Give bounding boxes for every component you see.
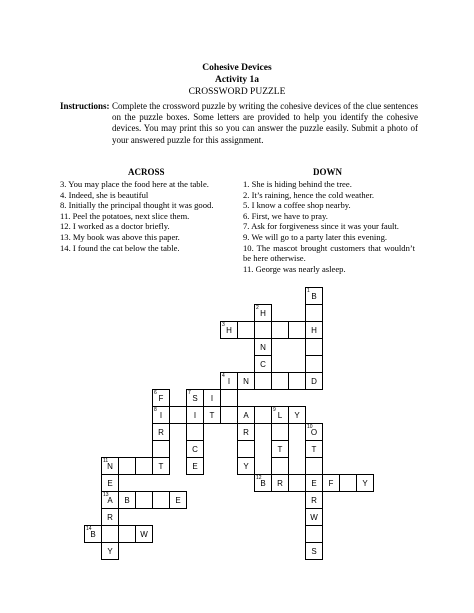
crossword-cell[interactable]	[288, 474, 306, 492]
crossword-cell[interactable]	[254, 474, 272, 492]
crossword-cell[interactable]	[203, 389, 221, 407]
given-letter: E	[311, 479, 317, 488]
given-letter: T	[311, 445, 317, 454]
crossword-cell[interactable]	[84, 525, 102, 543]
given-letter: S	[192, 394, 198, 403]
crossword-cell[interactable]	[254, 406, 272, 424]
given-letter: N	[260, 343, 266, 352]
given-letter: E	[175, 496, 181, 505]
clue-number: 6	[154, 390, 157, 396]
given-letter: O	[310, 428, 318, 437]
crossword-cell[interactable]	[118, 525, 136, 543]
crossword-cell[interactable]	[152, 491, 170, 509]
crossword-cell[interactable]	[305, 525, 323, 543]
crossword-cell[interactable]	[220, 372, 238, 390]
crossword-cell[interactable]	[271, 457, 289, 475]
crossword-cell[interactable]	[101, 508, 119, 526]
activity-label: Activity 1a	[214, 75, 260, 85]
crossword-cell[interactable]	[186, 457, 204, 475]
crossword-cell[interactable]	[101, 474, 119, 492]
crossword-cell[interactable]	[254, 304, 272, 322]
crossword-cell[interactable]	[237, 406, 255, 424]
clue-number: 2	[256, 305, 259, 311]
crossword-cell[interactable]	[186, 389, 204, 407]
given-letter: C	[192, 445, 198, 454]
crossword-cell[interactable]	[169, 491, 187, 509]
given-letter: I	[227, 377, 231, 386]
crossword-cell[interactable]	[220, 321, 238, 339]
clue-number: 1	[307, 288, 310, 294]
given-letter: W	[310, 513, 318, 522]
clue-number: 14	[86, 526, 92, 532]
down-clue: 2. It’s raining, hence the cold weather.	[243, 189, 375, 200]
crossword-cell[interactable]	[152, 406, 170, 424]
given-letter: H	[226, 326, 232, 335]
down-clue: 6. First, we have to pray.	[243, 210, 328, 221]
clue-number: 8	[154, 407, 157, 413]
crossword-cell[interactable]	[101, 491, 119, 509]
given-letter: B	[90, 530, 96, 539]
crossword-cell[interactable]	[305, 423, 323, 441]
given-letter: Y	[107, 547, 113, 556]
crossword-cell[interactable]	[254, 338, 272, 356]
down-clue: 9. We will go to a party later this evening.	[243, 231, 388, 242]
given-letter: T	[277, 445, 283, 454]
crossword-cell[interactable]	[101, 542, 119, 560]
across-clue: 13. My book was above this paper.	[60, 231, 180, 242]
crossword-cell[interactable]	[186, 406, 204, 424]
crossword-cell[interactable]	[356, 474, 374, 492]
given-letter: B	[260, 479, 266, 488]
crossword-cell[interactable]	[288, 321, 306, 339]
crossword-cell[interactable]	[305, 304, 323, 322]
crossword-cell[interactable]	[271, 406, 289, 424]
down-clue: 1. She is hiding behind the tree.	[243, 179, 352, 189]
crossword-cell[interactable]	[305, 457, 323, 475]
given-letter: N	[107, 462, 113, 471]
given-letter: R	[158, 428, 164, 437]
crossword-cell[interactable]	[305, 287, 323, 305]
crossword-cell[interactable]	[220, 389, 238, 407]
crossword-cell[interactable]	[305, 474, 323, 492]
given-letter: N	[243, 377, 249, 386]
crossword-cell[interactable]	[288, 406, 306, 424]
instructions-label: Instructions:	[60, 101, 110, 111]
crossword-cell[interactable]	[152, 457, 170, 475]
crossword-cell[interactable]	[237, 457, 255, 475]
across-clue: 4. Indeed, she is beautiful	[60, 189, 149, 200]
crossword-cell[interactable]	[339, 474, 357, 492]
given-letter: Y	[243, 462, 249, 471]
crossword-cell[interactable]	[305, 508, 323, 526]
crossword-cell[interactable]	[220, 406, 238, 424]
given-letter: E	[192, 462, 198, 471]
given-letter: Y	[362, 479, 368, 488]
crossword-cell[interactable]	[186, 440, 204, 458]
given-letter: C	[260, 360, 266, 369]
given-letter: I	[159, 411, 163, 420]
given-letter: H	[260, 309, 266, 318]
down-clue: 10. The mascot brought customers that wouldn’t be here otherwise.	[243, 242, 415, 264]
given-letter: B	[311, 292, 317, 301]
crossword-cell[interactable]	[305, 372, 323, 390]
crossword-cell[interactable]	[186, 423, 204, 441]
crossword-cell[interactable]	[305, 321, 323, 339]
clue-number: 3	[222, 322, 225, 328]
crossword-cell[interactable]	[152, 423, 170, 441]
crossword-cell[interactable]	[254, 321, 272, 339]
down-heading: DOWN	[313, 167, 342, 177]
clue-number: 9	[273, 407, 276, 413]
crossword-cell[interactable]	[135, 457, 153, 475]
given-letter: R	[311, 496, 317, 505]
given-letter: B	[124, 496, 130, 505]
given-letter: R	[277, 479, 283, 488]
crossword-cell[interactable]	[152, 389, 170, 407]
given-letter: F	[158, 394, 164, 403]
across-clue: 14. I found the cat below the table.	[60, 242, 180, 253]
crossword-cell[interactable]	[203, 406, 221, 424]
instructions-text: Complete the crossword puzzle by writing the cohesive devices of the clue sentences on the puzzle boxes. Some letters are provided to help you identify the cohesive devices. You may print this so you can answer the puzzle easily. Submit a photo of your answered puzzle for this assignment.	[112, 101, 418, 145]
given-letter: R	[107, 513, 113, 522]
clue-number: 11	[103, 458, 109, 464]
given-letter: Y	[294, 411, 300, 420]
given-letter: L	[277, 411, 283, 420]
clue-number: 10	[307, 424, 313, 430]
crossword-cell[interactable]	[254, 372, 272, 390]
given-letter: T	[209, 411, 215, 420]
clue-number: 12	[256, 475, 262, 481]
across-clue: 8. Initially the principal thought it was good.	[60, 200, 214, 211]
clue-number: 4	[222, 373, 225, 379]
given-letter: F	[328, 479, 334, 488]
crossword-cell[interactable]	[271, 372, 289, 390]
crossword-cell[interactable]	[237, 321, 255, 339]
crossword-cell[interactable]	[118, 457, 136, 475]
crossword-cell[interactable]	[305, 491, 323, 509]
crossword-cell[interactable]	[101, 525, 119, 543]
crossword-cell[interactable]	[135, 491, 153, 509]
crossword-cell[interactable]	[271, 321, 289, 339]
given-letter: I	[210, 394, 214, 403]
given-letter: A	[243, 411, 249, 420]
given-letter: T	[158, 462, 164, 471]
page-title: Cohesive Devices	[202, 63, 272, 73]
crossword-cell[interactable]	[288, 372, 306, 390]
crossword-cell[interactable]	[118, 491, 136, 509]
across-clue: 12. I worked as a doctor briefly.	[60, 221, 170, 232]
across-clue: 3. You may place the food here at the table.	[60, 179, 209, 189]
crossword-cell[interactable]	[305, 355, 323, 373]
down-clue: 5. I know a coffee shop nearby.	[243, 200, 351, 211]
crossword-cell[interactable]	[254, 355, 272, 373]
clue-number: 13	[103, 492, 109, 498]
crossword-cell[interactable]	[237, 423, 255, 441]
down-clue: 11. George was nearly asleep.	[243, 263, 346, 274]
clue-number: 7	[188, 390, 191, 396]
given-letter: S	[311, 547, 317, 556]
crossword-cell[interactable]	[101, 457, 119, 475]
crossword-cell[interactable]	[169, 406, 187, 424]
given-letter: A	[107, 496, 113, 505]
crossword-cell[interactable]	[271, 474, 289, 492]
crossword-cell[interactable]	[237, 440, 255, 458]
crossword-cell[interactable]	[237, 372, 255, 390]
crossword-cell[interactable]	[305, 440, 323, 458]
given-letter: H	[311, 326, 317, 335]
crossword-cell[interactable]	[152, 440, 170, 458]
given-letter: E	[107, 479, 113, 488]
crossword-cell[interactable]	[135, 525, 153, 543]
given-letter: I	[193, 411, 197, 420]
across-heading: ACROSS	[128, 167, 165, 177]
given-letter: R	[243, 428, 249, 437]
given-letter: D	[311, 377, 317, 386]
across-clue: 11. Peel the potatoes, next slice them.	[60, 210, 190, 221]
crossword-cell[interactable]	[305, 542, 323, 560]
down-clue: 7. Ask for forgiveness since it was your fault.	[243, 221, 399, 232]
given-letter: W	[140, 530, 148, 539]
crossword-cell[interactable]	[271, 423, 289, 441]
crossword-cell[interactable]	[322, 474, 340, 492]
puzzle-subtitle: CROSSWORD PUZZLE	[188, 87, 286, 97]
crossword-cell[interactable]	[271, 440, 289, 458]
crossword-cell[interactable]	[305, 338, 323, 356]
